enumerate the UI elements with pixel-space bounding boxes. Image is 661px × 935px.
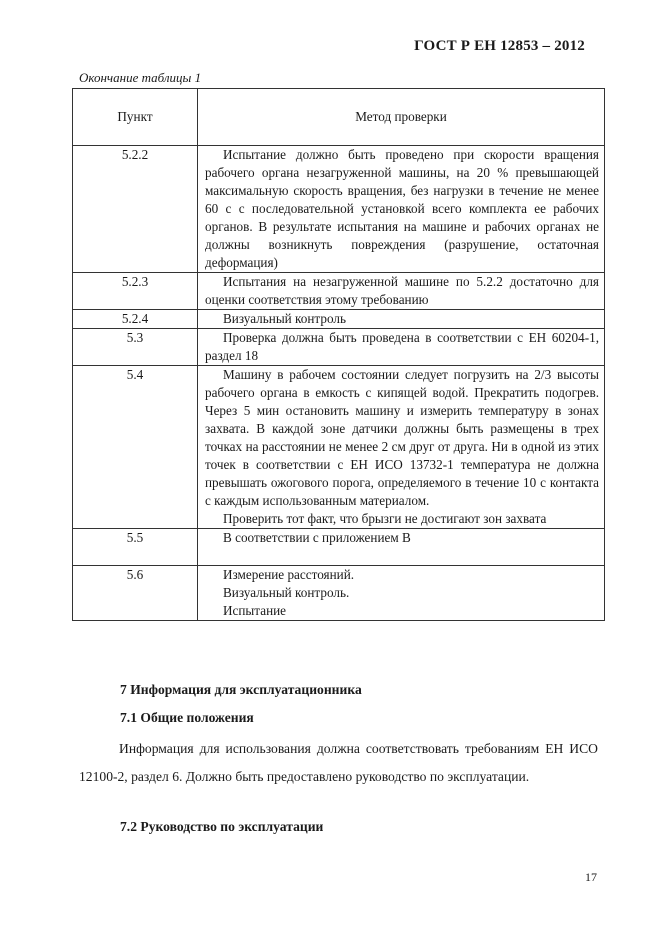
subsection-heading: 7.2 Руководство по эксплуатации (120, 819, 324, 834)
table-row (73, 566, 605, 621)
row-method (198, 146, 605, 273)
table-row (73, 366, 605, 529)
section-paragraph: Информация для использования должна соответствовать требованиям ЕН ИСО 12100-2, раздел 6. Должно быть предоставлено руководство по эксплуатации. (79, 741, 598, 784)
header-item: Пункт (73, 89, 198, 146)
method-line: Измерение расстояний. (223, 567, 355, 582)
method-line: Испытание (223, 603, 287, 618)
row-method (198, 310, 605, 329)
document-header: ГОСТ Р ЕН 12853 – 2012 (414, 38, 585, 54)
table-row (73, 310, 605, 329)
row-item: 5.3 (73, 329, 198, 366)
method-line: Визуальный контроль. (223, 585, 350, 600)
row-method (198, 529, 605, 566)
row-item: 5.2.4 (73, 310, 198, 329)
row-method (198, 329, 605, 366)
row-item: 5.6 (73, 566, 198, 621)
row-item: 5.5 (73, 529, 198, 566)
row-method (198, 273, 605, 310)
table-row (73, 329, 605, 366)
table-row (73, 146, 605, 273)
subsection-heading: 7.1 Общие положения (120, 710, 254, 725)
method-line: Проверка должна быть проведена в соответствии с ЕН 60204-1, раздел 18 (205, 330, 599, 363)
row-item: 5.2.3 (73, 273, 198, 310)
table-row (73, 529, 605, 566)
row-item: 5.4 (73, 366, 198, 529)
row-method (198, 366, 605, 529)
table-caption: Окончание таблицы 1 (79, 70, 202, 85)
method-line: Испытание должно быть проведено при скорости вращения рабочего органа незагруженной машины, на 20 % превышающей максимальную скорость вращения, без нагрузки в течение не менее 60 с с последовательной установкой всего комплекта ее рабочих органов. В результате испытания на машине и рабочих органах не должны возникнуть повреждения (разрушение, остаточная деформация) (205, 147, 599, 270)
page-number: 17 (585, 870, 597, 884)
section-heading: 7 Информация для эксплуатационника (120, 682, 362, 697)
method-line: Визуальный контроль (223, 311, 346, 326)
method-line: Испытания на незагруженной машине по 5.2.2 достаточно для оценки соответствия этому требованию (205, 274, 599, 307)
row-method (198, 566, 605, 621)
method-table (72, 88, 605, 621)
row-item: 5.2.2 (73, 146, 198, 273)
method-line: Проверить тот факт, что брызги не достигают зон захвата (223, 511, 547, 526)
table-row (73, 273, 605, 310)
method-line: В соответствии с приложением В (223, 530, 411, 545)
header-method: Метод проверки (198, 89, 605, 146)
method-line: Машину в рабочем состоянии следует погрузить на 2/3 высоты рабочего органа в емкость с кипящей водой. Прекратить подогрев. Через 5 мин остановить машину и измерить температуру в зонах захвата. В каждой зоне датчики должны быть размещены в трех точках на расстоянии не менее 2 см друг от друга. Ни в одной из этих точек в соответствии с ЕН ИСО 13732-1 температура не должна превышать ожогового порога, определяемого в течение 10 с контакта с каждым использованным материалом. (205, 367, 599, 508)
table-header-row (73, 89, 605, 146)
